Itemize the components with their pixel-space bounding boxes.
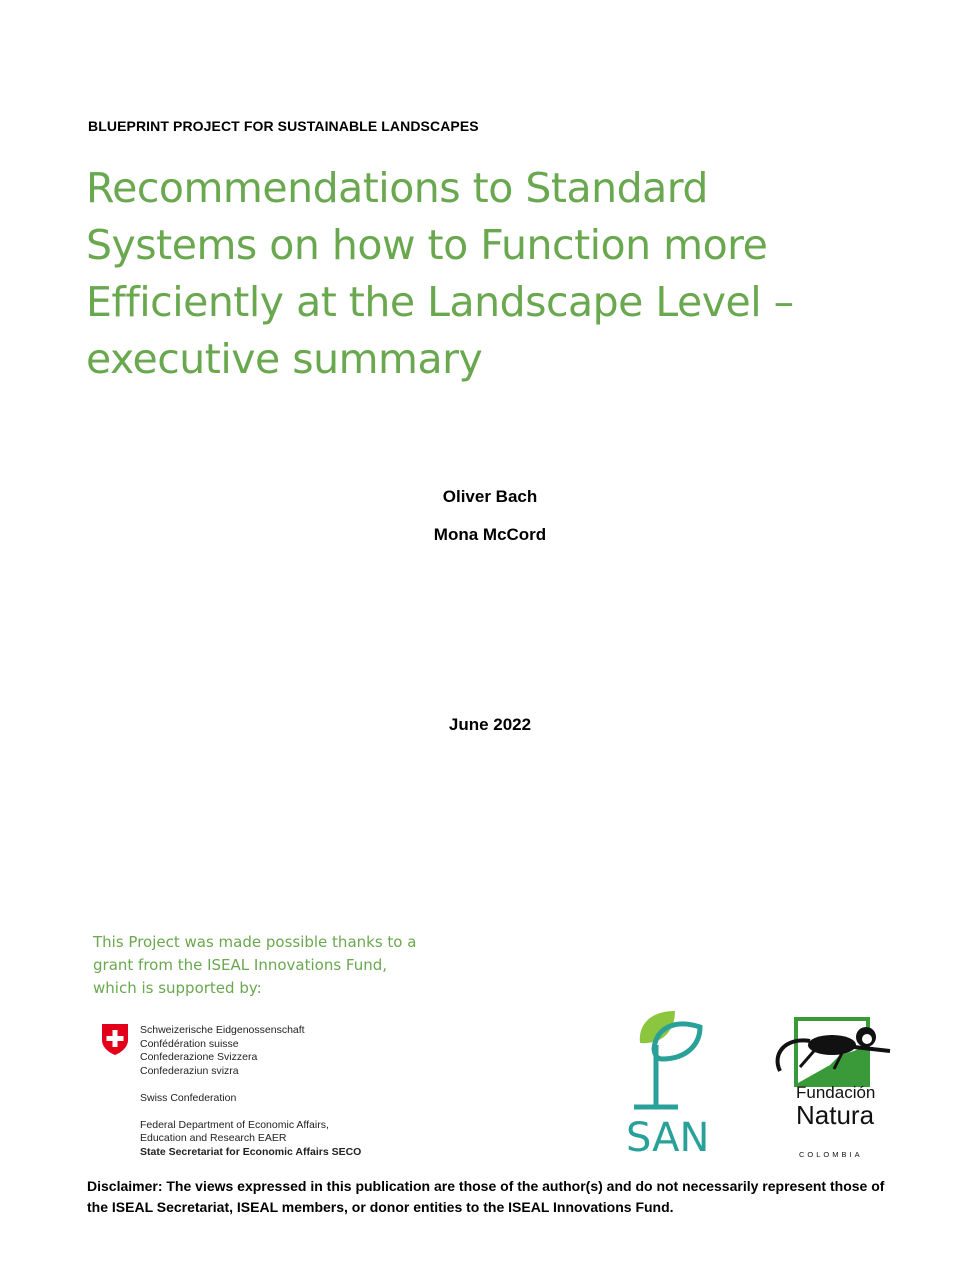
funding-note-line: grant from the ISEAL Innovations Fund, [93, 956, 388, 974]
swiss-shield-icon [100, 1022, 130, 1056]
author-list [0, 487, 980, 563]
document-title [86, 160, 906, 388]
san-logo [620, 1005, 730, 1155]
swiss-logo-line: Swiss Confederation [140, 1091, 237, 1104]
swiss-logo-line: Federal Department of Economic Affairs, [140, 1118, 329, 1131]
swiss-logo-line: Schweizerische Eidgenossenschaft [140, 1024, 305, 1036]
funding-note-line: which is supported by: [93, 979, 262, 997]
swiss-logo-line: Education and Research EAER [140, 1132, 287, 1144]
natura-logo-line3: COLOMBIA [799, 1150, 863, 1159]
title-line: Recommendations to Standard [86, 164, 708, 212]
natura-logo-line1: Fundación [796, 1083, 876, 1102]
funding-note-line: This Project was made possible thanks to a [93, 933, 417, 951]
funding-note [93, 931, 416, 1000]
fundacion-natura-logo [770, 1015, 905, 1087]
disclaimer-text: Disclaimer: The views expressed in this publication are those of the author(s) and do not necessarily represent those of the ISEAL Secretariat, ISEAL members, or donor entities to the ISEAL Innovations Fund. [87, 1178, 885, 1215]
author-name: Mona McCord [433, 525, 547, 544]
publication-date: June 2022 [448, 715, 532, 734]
eyebrow-label: BLUEPRINT PROJECT FOR SUSTAINABLE LANDSCAPES [88, 118, 479, 134]
san-logo-text: SAN [626, 1115, 710, 1155]
natura-logo-line2: Natura [796, 1100, 875, 1130]
swiss-logo-line: Confederazione Svizzera [140, 1051, 258, 1063]
swiss-logo-spacer [140, 1105, 361, 1119]
title-line: Efficiently at the Landscape Level – [86, 278, 794, 326]
swiss-logo-line: Confederaziun svizra [140, 1064, 239, 1077]
swiss-logo-line: Confédération suisse [140, 1037, 239, 1050]
swiss-confederation-logo-text [140, 1024, 361, 1159]
title-line: executive summary [86, 335, 483, 383]
author-name: Oliver Bach [442, 487, 538, 506]
swiss-logo-spacer [140, 1078, 361, 1092]
swiss-logo-seco-line: State Secretariat for Economic Affairs SECO [140, 1145, 362, 1158]
title-line: Systems on how to Function more [86, 221, 768, 269]
san-leaf-right-icon [654, 1024, 700, 1059]
